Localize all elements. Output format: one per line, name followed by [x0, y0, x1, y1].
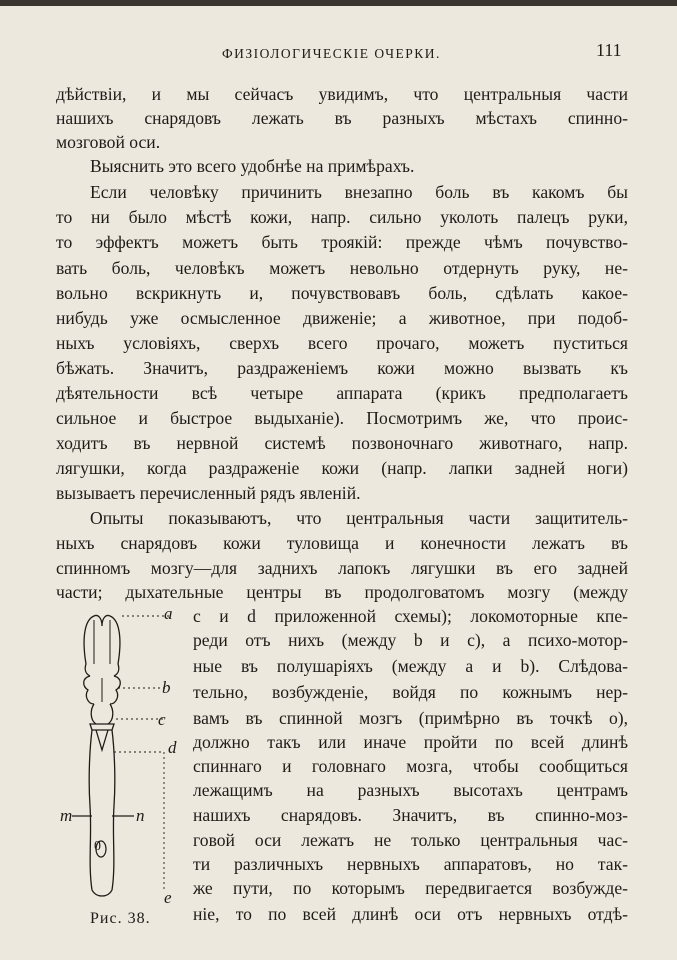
text-line: c и d приложенной схемы); локомоторные кпе-: [193, 606, 628, 626]
text-line: дѣйствiи, и мы сейчасъ увидимъ, что центральныя части: [56, 84, 628, 104]
text-line: ныхъ условiяхъ, сверхъ всего прочаго, можетъ пуститься: [56, 333, 628, 353]
figure-caption: Рис. 38.: [90, 910, 151, 927]
text-line: нашихъ снарядовъ лежать въ разныхъ мѣстахъ спинно-: [56, 108, 628, 128]
text-line: мозговой оси.: [56, 132, 161, 152]
text-line: лягушки, когда раздраженiе кожи (напр. лапки задней ноги): [56, 458, 628, 478]
figure-label-o: 0: [94, 839, 101, 854]
figure-label-c: c: [158, 710, 166, 729]
figure-label-a: a: [164, 604, 173, 623]
text-line: ныхъ снарядовъ кожи туловища и конечности лежатъ въ: [56, 533, 628, 553]
text-line: дѣятельности всѣ четыре аппарата (крикъ предполагаетъ: [56, 383, 628, 403]
figure-label-m: m: [60, 806, 73, 825]
text-line: говой оси лежатъ не только центральныя час-: [193, 830, 628, 850]
spinal-cord-diagram: [60, 606, 188, 912]
figure-label-b: b: [162, 678, 171, 697]
top-border-rule: [0, 0, 677, 6]
text-line: должно такъ или иначе пройти по всей длинѣ: [193, 732, 628, 752]
text-line: нiе, то по всей длинѣ оси отъ нервныхъ отдѣ-: [193, 904, 628, 924]
spinal-cord-figure: [60, 606, 188, 912]
text-line: части; дыхательные центры въ продолговатомъ мозгу (между: [56, 582, 628, 602]
text-line: Выяснить это всего удобнѣе на примѣрахъ.: [90, 156, 415, 176]
text-line: ходитъ въ нервной системѣ позвоночнаго животнаго, напр.: [56, 433, 628, 453]
text-line: сильное и быстрое выдыханiе). Посмотримъ же, что проис-: [56, 408, 628, 428]
page-header: [0, 40, 677, 64]
text-line: ти различныхъ нервныхъ аппаратовъ, но так-: [193, 854, 628, 874]
figure-label-n: n: [136, 806, 145, 825]
figure-label-d: d: [168, 738, 177, 757]
text-line: тельно, возбужденiе, войдя по кожнымъ нер-: [193, 682, 628, 702]
text-line: ные въ полушарiяхъ (между a и b). Слѣдова-: [193, 656, 628, 676]
text-line: вать боль, человѣкъ можетъ невольно отдернуть руку, не-: [56, 258, 628, 278]
text-line: Опыты показываютъ, что центральныя части защититель-: [90, 508, 628, 528]
text-line: нибудь уже осмысленное движенiе; а животное, при подоб-: [56, 308, 628, 328]
text-line: вамъ въ спинной мозгъ (примѣрно въ точкѣ o),: [193, 708, 628, 728]
page-number: 111: [596, 40, 622, 60]
text-line: нашихъ снарядовъ. Значитъ, въ спинно-моз-: [193, 805, 628, 825]
text-line: то ни было мѣстѣ кожи, напр. сильно уколоть палецъ руки,: [56, 207, 628, 227]
text-line: же пути, по которымъ передвигается возбужде-: [193, 878, 628, 898]
text-line: вольно вскрикнуть и, почувствовавъ боль, сдѣлать какое-: [56, 283, 628, 303]
text-line: то эффектъ можетъ быть троякiй: прежде чѣмъ почувство-: [56, 232, 628, 252]
text-line: бѣжать. Значитъ, раздраженiемъ кожи можно вызвать къ: [56, 358, 628, 378]
figure-label-e: e: [164, 888, 172, 907]
running-title: ФИЗIОЛОГИЧЕСКIЕ ОЧЕРКИ.: [222, 46, 441, 61]
text-line: спинномъ мозгу—для заднихъ лапокъ лягушки въ его задней: [56, 558, 628, 578]
text-line: Если человѣку причинить внезапно боль въ какомъ бы: [90, 182, 628, 202]
text-line: вызываетъ перечисленный рядъ явленiй.: [56, 483, 361, 503]
text-line: лежащимъ на разныхъ высотахъ центрамъ: [193, 780, 628, 800]
text-line: реди отъ нихъ (между b и c), а психо-мотор-: [193, 630, 628, 650]
text-line: спиннаго и головнаго мозга, чтобы сообщиться: [193, 756, 628, 776]
